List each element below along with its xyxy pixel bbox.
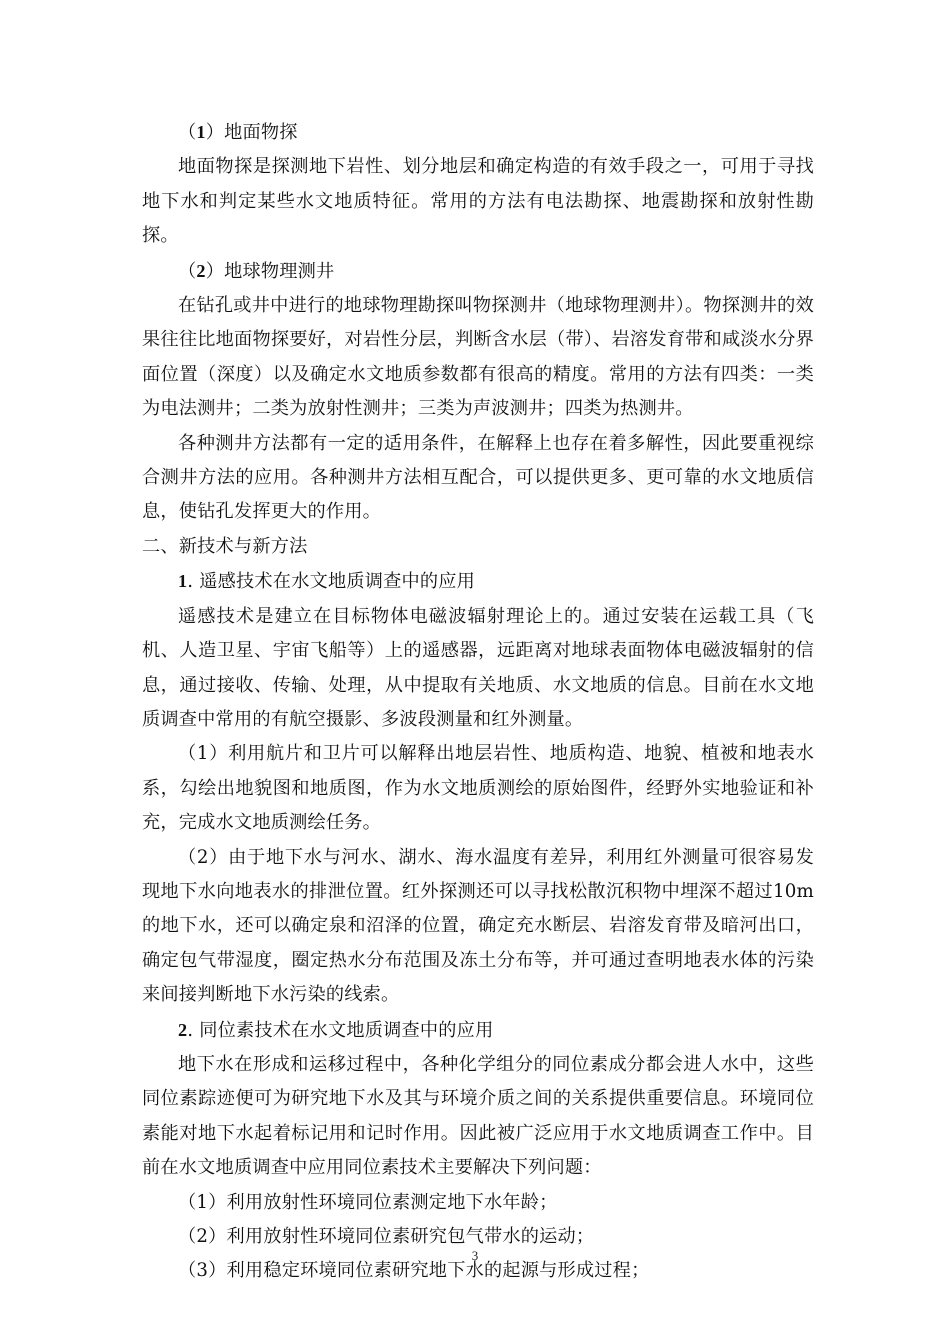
subheading-isotope: 2. 同位素技术在水文地质调查中的应用 [178,1019,494,1041]
paragraph: 各种测井方法都有一定的适用条件，在解释上也存在着多解性，因此要重视综合测井方法的应用。各种测井方法相互配合，可以提供更多、更可靠的水文地质信息，使钻孔发挥更大的作用。 [142,432,814,523]
section-heading: 二、新技术与新方法 [142,535,308,557]
list-item: （2）利用放射性环境同位素研究包气带水的运动； [178,1226,595,1247]
subheading-well-logging: （2）地球物理测井 [178,260,335,282]
list-item: （1）利用放射性环境同位素测定地下水年龄； [178,1191,558,1213]
subheading-remote-sensing: 1. 遥感技术在水文地质调查中的应用 [178,571,476,593]
page-body [142,115,814,1289]
subheading-ground-geophysics: （1）地面物探 [178,122,298,143]
paragraph: （2）由于地下水与河水、湖水、海水温度有差异，利用红外测量可很容易发现地下水向地表水的排泄位置。红外探测还可以寻找松散沉积物中埋深不超过10m的地下水，还可以确定泉和沼泽的位置，确定充水断层、岩溶发育带及暗河出口，确定包气带湿度，圈定热水分布范围及冻土分布等，并可通过查明地表水体的污染来间接判断地下水污染的线索。 [142,846,814,1006]
list-item: （3）利用稳定环境同位素研究地下水的起源与形成过程； [178,1260,650,1282]
page-number: 3 [471,1248,479,1263]
paragraph: 在钻孔或井中进行的地球物理勘探叫物探测井（地球物理测井）。物探测井的效果往往比地面物探要好，对岩性分层，判断含水层（带）、岩溶发育带和咸淡水分界面位置（深度）以及确定水文地质参数都有很高的精度。常用的方法有四类：一类为电法测井；二类为放射性测井；三类为声波测井；四类为热测井。 [142,295,814,420]
paragraph: （1）利用航片和卫片可以解释出地层岩性、地质构造、地貌、植被和地表水系，勾绘出地貌图和地质图，作为水文地质测绘的原始图件，经野外实地验证和补充，完成水文地质测绘任务。 [142,743,814,834]
paragraph: 地面物探是探测地下岩性、划分地层和确定构造的有效手段之一，可用于寻找地下水和判定某些水文地质特征。常用的方法有电法勘探、地震勘探和放射性勘探。 [142,156,814,247]
paragraph: 地下水在形成和运移过程中，各种化学组分的同位素成分都会进人水中，这些同位素踪迹便可为研究地下水及其与环境介质之间的关系提供重要信息。环境同位素能对地下水起着标记用和记时作用。因此被广泛应用于水文地质调查工作中。目前在水文地质调查中应用同位素技术主要解决下列问题： [142,1053,814,1179]
paragraph: 遥感技术是建立在目标物体电磁波辐射理论上的。通过安装在运载工具（飞机、人造卫星、宇宙飞船等）上的遥感器，远距离对地球表面物体电磁波辐射的信息，通过接收、传输、处理，从中提取有关地质、水文地质的信息。目前在水文地质调查中常用的有航空摄影、多波段测量和红外测量。 [142,605,814,730]
